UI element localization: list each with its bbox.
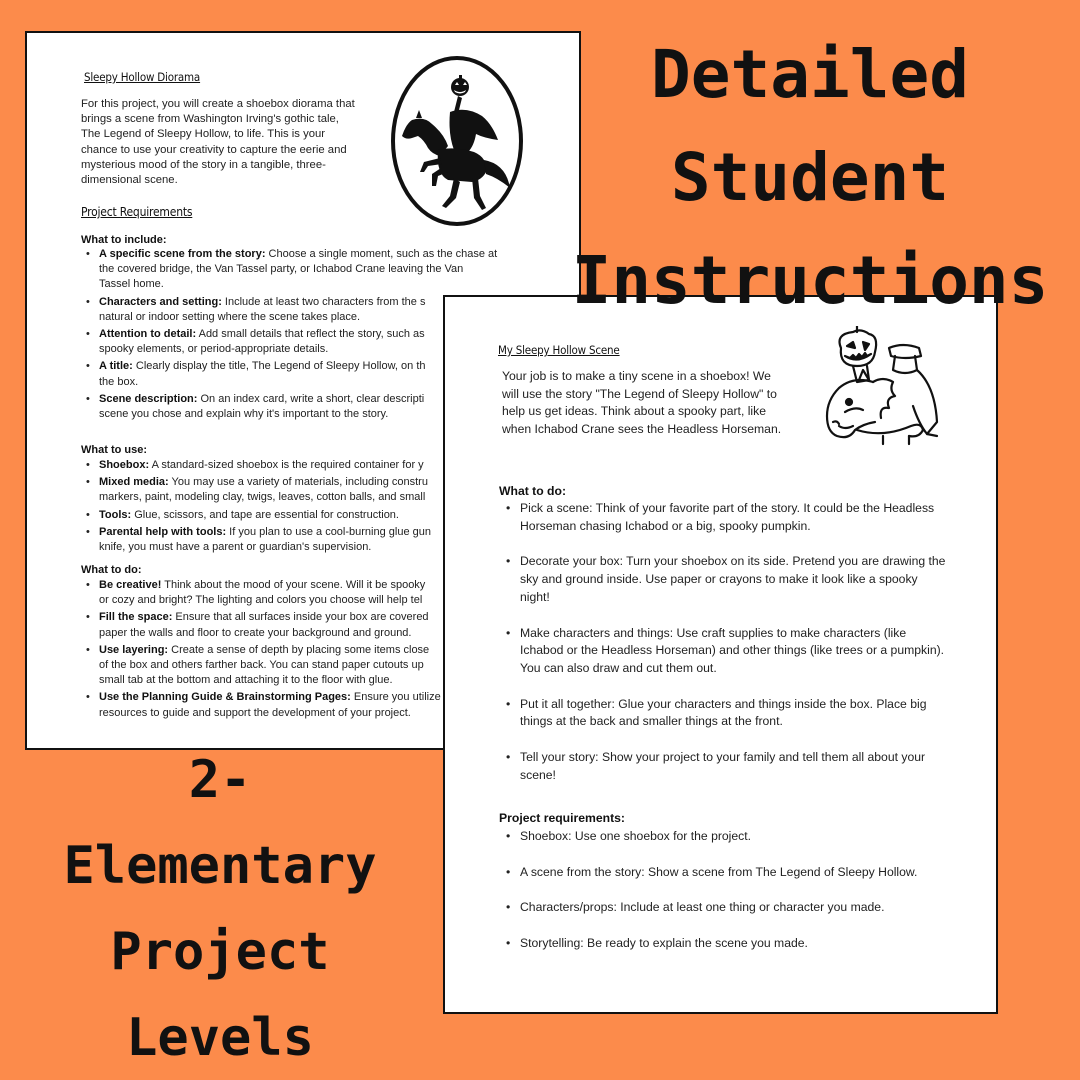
list-item: • Tell your story: Show your project to your family and tell them all about your scene! [499,749,949,784]
list-item: • Parental help with tools: If you plan to use a cool-burning glue gun knife, you must have a parent or guardian's supervision. [81,525,551,555]
list-item: • Make characters and things: Use craft supplies to make characters (like Ichabod or the Headless Horseman) and other things (like trees or a pumpkin). You can also draw and cut them out. [499,625,949,678]
list-item: • Scene description: On an index card, write a short, clear descripti scene you chose and explain why it's important to the story. [81,392,551,422]
doc2-do-heading: What to do: [499,484,567,498]
levels-line-2: Elementary [63,836,377,896]
levels-line-1: 2- [188,750,252,810]
list-item: • A scene from the story: Show a scene from The Legend of Sleepy Hollow. [499,864,949,882]
list-item: • Use layering: Create a sense of depth by placing some items close of the box and others farther back. You can stand paper cutouts up small tab at the bottom and attaching it to the floor with glue. [81,643,551,689]
doc2-title: My Sleepy Hollow Scene [498,343,620,357]
headless-horseman-icon [388,54,526,229]
list-item: • Decorate your box: Turn your shoebox on its side. Pretend you are drawing the sky and ground inside. Use paper or crayons to make it look like a spooky night! [499,553,949,606]
list-item: • Shoebox: Use one shoebox for the project. [499,828,949,846]
doc1-title: Sleepy Hollow Diorama [84,70,201,84]
doc1-do-heading: What to do: [81,564,142,576]
list-item: • Pick a scene: Think of your favorite part of the story. It could be the Headless Horseman chasing Ichabod or a big, spooky pumpkin. [499,500,949,535]
list-item: • Fill the space: Ensure that all surfaces inside your box are covered paper the walls and floor to create your background and ground. [81,610,551,640]
headless-horseman-outline-icon [823,326,943,450]
levels-line-4: Levels [126,1008,314,1068]
doc1-intro: For this project, you will create a shoebox diorama that brings a scene from Washington Irving's gothic tale, The Legend of Sleepy Hollow, to life. This is your chance to use your creativity to capture the eerie and mysterious mood of the story in a tangible, three-dimensional scene. [81,98,355,187]
doc2-do-list [499,500,949,784]
list-item: • A title: Clearly display the title, The Legend of Sleepy Hollow, on th the box. [81,359,551,389]
list-item: • Characters and setting: Include at least two characters from the s natural or indoor setting where the scene takes place. [81,295,551,325]
headline-line-2: Student [670,139,950,216]
list-item: • A specific scene from the story: Choose a single moment, such as the chase at the covered bridge, the Van Tassel party, or Ichabod Crane leaving the Van Tassel home. [81,247,551,293]
headline-line-3: Instructions [571,242,1049,319]
doc1-include-heading: What to include: [81,234,167,246]
list-item: • Mixed media: You may use a variety of materials, including constru markers, paint, modeling clay, twigs, leaves, cotton balls, and small [81,475,551,505]
list-item: • Shoebox: A standard-sized shoebox is the required container for y [81,458,551,473]
list-item: • Use the Planning Guide & Brainstorming Pages: Ensure you utilize resources to guide and support the development of your project. [81,690,551,720]
list-item: • Attention to detail: Add small details that reflect the story, such as spooky elements, or period-appropriate details. [81,327,551,357]
doc1-requirements-heading: Project Requirements [81,205,193,219]
doc2-req-list [499,828,949,953]
doc2-req-heading: Project requirements: [499,811,625,825]
list-item: • Characters/props: Include at least one thing or character you made. [499,899,949,917]
list-item: • Storytelling: Be ready to explain the scene you made. [499,935,949,953]
doc1-use-heading: What to use: [81,444,147,456]
list-item: • Put it all together: Glue your characters and things inside the box. Place big things at the back and smaller things at the front. [499,696,949,731]
levels-line-3: Project [110,922,330,982]
doc2-intro: Your job is to make a tiny scene in a shoebox! We will use the story "The Legend of Sleepy Hollow" to help us get ideas. Think about a spooky part, like when Ichabod Crane sees the Headless Horseman. [502,369,782,437]
worksheet-page-elementary [443,295,998,1014]
list-item: • Be creative! Think about the mood of your scene. Will it be spooky or cozy and bright? The lighting and colors you choose will help tel [81,578,551,608]
headline-line-1: Detailed [651,36,969,113]
list-item: • Tools: Glue, scissors, and tape are essential for construction. [81,508,551,523]
